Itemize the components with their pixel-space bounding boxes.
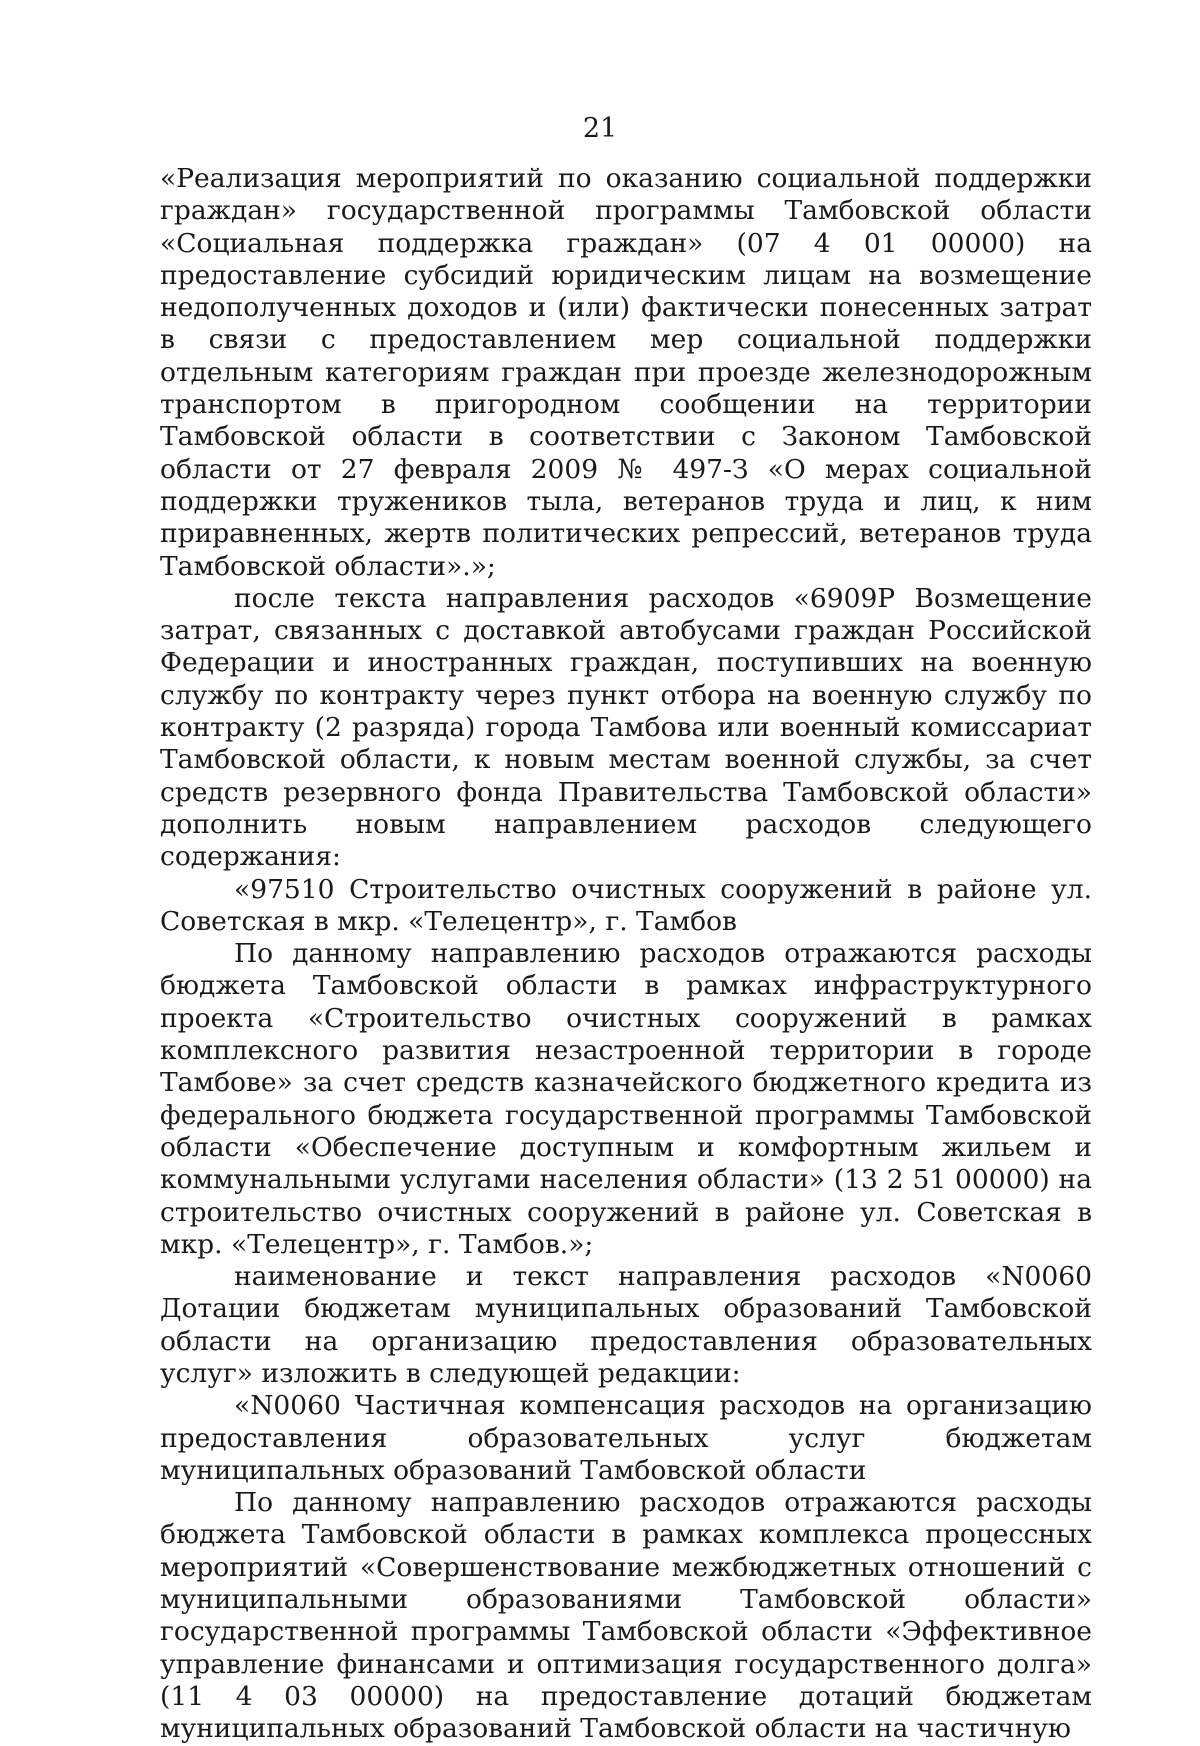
paragraph-3: «97510 Строительство очистных сооружений в районе ул. Советская в мкр. «Телецентр», г. Тамбов [160, 873, 1092, 937]
paragraph-5: наименование и текст направления расходов «N0060 Дотации бюджетам муниципальных образований Тамбовской области на организацию предоставления образовательных услуг» изложить в следующей редакции: [160, 1261, 1092, 1389]
paragraph-1: «Реализация мероприятий по оказанию социальной поддержки граждан» государственной программы Тамбовской области «Социальная поддержка граждан» (07 4 01 00000) на предоставление субсидий юридическим лицам на возмещение недополученных доходов и (или) фактически понесенных затрат в связи с предоставлением мер социальной поддержки отдельным категориям граждан при проезде железнодорожным транспортом в пригородном сообщении на территории Тамбовской области в соответствии с Законом Тамбовской области от 27 февраля 2009 № 497-З «О мерах социальной поддержки тружеников тыла, ветеранов труда и лиц, к ним приравненных, жертв политических репрессий, ветеранов труда Тамбовской области».»; [160, 163, 1092, 582]
page-number: 21 [582, 113, 618, 144]
paragraph-2: после текста направления расходов «6909Р Возмещение затрат, связанных с доставкой автобусами граждан Российской Федерации и иностранных граждан, поступивших на военную службу по контракту через пункт отбора на военную службу по контракту (2 разряда) города Тамбова или военный комиссариат Тамбовской области, к новым местам военной службы, за счет средств резервного фонда Правительства Тамбовской области» дополнить новым направлением расходов следующего содержания: [160, 582, 1092, 873]
paragraph-6: «N0060 Частичная компенсация расходов на организацию предоставления образовательных услуг бюджетам муниципальных образований Тамбовской области [160, 1390, 1092, 1486]
paragraph-4: По данному направлению расходов отражаются расходы бюджета Тамбовской области в рамках инфраструктурного проекта «Строительство очистных сооружений в рамках комплексного развития незастроенной территории в городе Тамбове» за счет средств казначейского бюджетного кредита из федерального бюджета государственной программы Тамбовской области «Обеспечение доступным и комфортным жильем и коммунальными услугами населения области» (13 2 51 00000) на строительство очистных сооружений в районе ул. Советская в мкр. «Телецентр», г. Тамбов.»; [160, 938, 1092, 1260]
document-body [160, 163, 1092, 1746]
paragraph-7: По данному направлению расходов отражаются расходы бюджета Тамбовской области в рамках комплекса процессных мероприятий «Совершенствование межбюджетных отношений с муниципальными образованиями Тамбовской области» государственной программы Тамбовской области «Эффективное управление финансами и оптимизация государственного долга» (11 4 03 00000) на предоставление дотаций бюджетам муниципальных образований Тамбовской области на частичную [160, 1487, 1092, 1745]
